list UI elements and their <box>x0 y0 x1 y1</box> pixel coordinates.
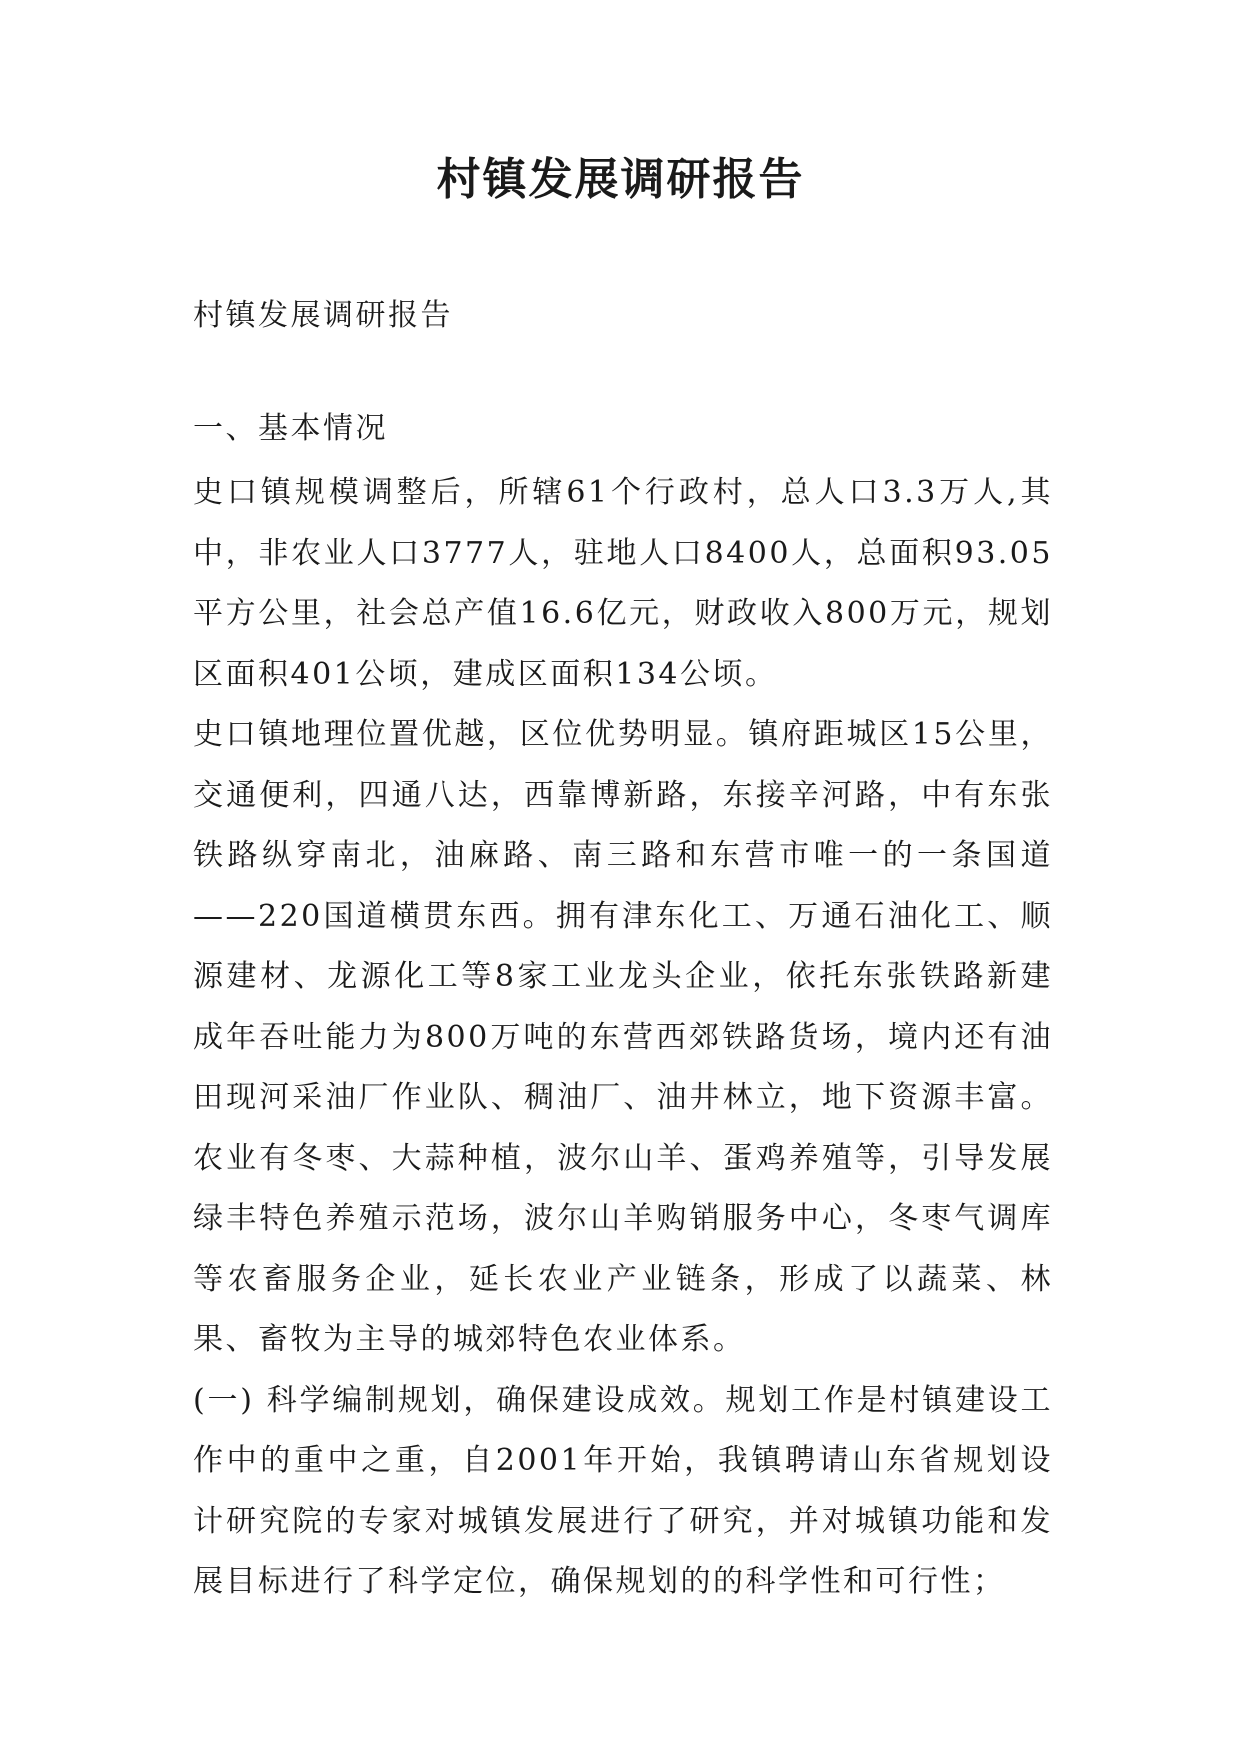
document-subtitle: 村镇发展调研报告 <box>193 298 453 333</box>
paragraph: (一) 科学编制规划，确保建设成效。规划工作是村镇建设工作中的重中之重，自2001年开始，我镇聘请山东省规划设计研究院的专家对城镇发展进行了研究，并对城镇功能和发展目标进行了科学定位，确保规划的的科学性和可行性； <box>193 1382 1053 1599</box>
paragraph: 史口镇规模调整后，所辖61个行政村，总人口3.3万人,其中，非农业人口3777人，驻地人口8400人，总面积93.05平方公里，社会总产值16.6亿元，财政收入800万元，规划区面积401公顷，建成区面积134公顷。 <box>193 475 1053 692</box>
section-heading: 一、基本情况 <box>193 411 388 446</box>
document-title: 村镇发展调研报告 <box>436 154 805 205</box>
document-body <box>193 463 1053 1613</box>
paragraph: 史口镇地理位置优越，区位优势明显。镇府距城区15公里，交通便利，四通八达，西靠博新路，东接辛河路，中有东张铁路纵穿南北，油麻路、南三路和东营市唯一的一条国道——220国道横贯东西。拥有津东化工、万通石油化工、顺源建材、龙源化工等8家工业龙头企业，依托东张铁路新建成年吞吐能力为800万吨的东营西郊铁路货场，境内还有油田现河采油厂作业队、稠油厂、油井林立，地下资源丰富。农业有冬枣、大蒜种植，波尔山羊、蛋鸡养殖等，引导发展绿丰特色养殖示范场，波尔山羊购销服务中心，冬枣气调库等农畜服务企业，延长农业产业链条，形成了以蔬菜、林果、畜牧为主导的城郊特色农业体系。 <box>193 717 1053 1357</box>
